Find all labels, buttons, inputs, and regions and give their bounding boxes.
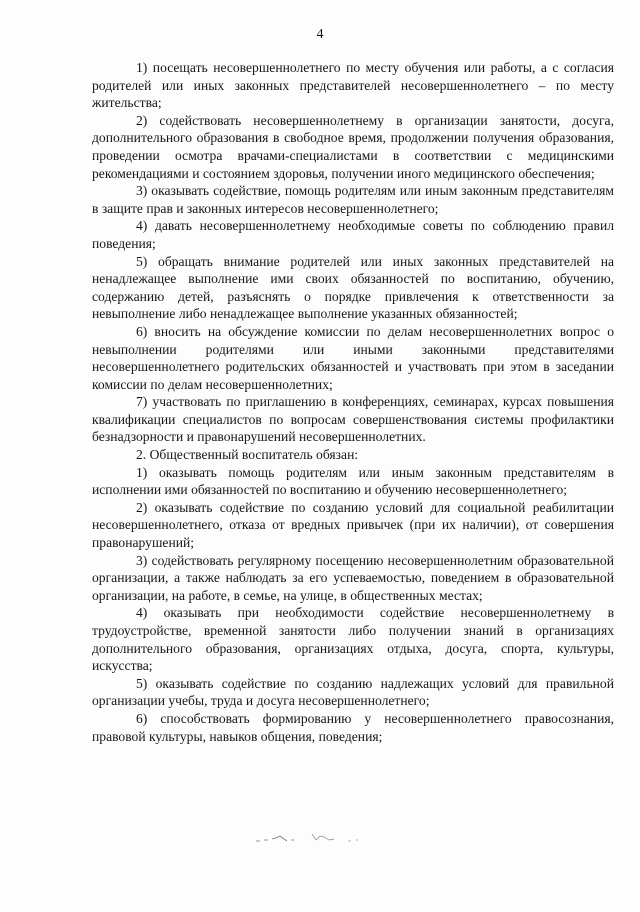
paragraph-duty-2: 2) содействовать несовершеннолетнему в организации занятости, досуга, дополнительного образования в свободное время, продолжении получения образования, проведении осмотра врачами-специалистами в соответствии с медицинскими рекомендациями и состоянием здоровья, получении иного медицинского обеспечения; — [92, 112, 614, 181]
section-heading-obligations: 2. Общественный воспитатель обязан: — [136, 447, 359, 463]
paragraph-duty-5: 5) обращать внимание родителей или иных законных представителей на ненадлежащее выполнение ими своих обязанностей по воспитанию, обучению, содержанию детей, разъяснять о порядке привлечения к ответственности за невыполнение либо ненадлежащее выполнение указанных обязанностей; — [92, 253, 614, 322]
paragraph-duty-3: 3) оказывать содействие, помощь родителям или иным законным представителям в защите прав и законных интересов несовершеннолетнего; — [92, 183, 614, 216]
paragraph-obligation-2: 2) оказывать содействие по созданию условий для социальной реабилитации несовершеннолетнего, отказа от вредных привычек (при их наличии), от совершения правонарушений; — [92, 499, 614, 551]
paragraph-obligation-1: 1) оказывать помощь родителям или иным законным представителям в исполнении ими обязанностей по воспитанию и обучению несовершеннолетнего; — [92, 464, 614, 498]
scan-artifact-marks — [250, 826, 400, 848]
paragraph-obligation-6: 6) способствовать формированию у несовершеннолетнего правосознания, правовой культуры, навыков общения, поведения; — [92, 710, 614, 744]
paragraph-duty-1: 1) посещать несовершеннолетнего по месту обучения или работы, а с согласия родителей или иных законных представителей несовершеннолетнего – по месту жительства; — [92, 60, 614, 111]
paragraph-duty-4: 4) давать несовершеннолетнему необходимые советы по соблюдению правил поведения; — [92, 218, 614, 251]
paragraph-obligation-5: 5) оказывать содействие по созданию надлежащих условий для правильной организации учебы, труда и досуга несовершеннолетнего; — [92, 675, 614, 709]
paragraph-obligation-3: 3) содействовать регулярному посещению несовершеннолетним образовательной организации, а также наблюдать за его успеваемостью, поведением в образовательной организации, на работе, в семье, на улице, в общественных местах; — [92, 552, 614, 603]
paragraph-obligation-4: 4) оказывать при необходимости содействие несовершеннолетнему в трудоустройстве, временной занятости либо получении знаний в организациях дополнительного образования, организациях отдыха, досуга, спорта, культуры, искусства; — [92, 605, 614, 674]
document-body — [92, 59, 614, 745]
page-number: 4 — [316, 27, 324, 42]
paragraph-duty-7: 7) участвовать по приглашению в конференциях, семинарах, курсах повышения квалификации специалистов по вопросам совершенствования системы профилактики безнадзорности и правонарушений несовершеннолетних. — [92, 394, 614, 445]
paragraph-duty-6: 6) вносить на обсуждение комиссии по делам несовершеннолетних вопрос о невыполнении родителями или иными законными представителями несовершеннолетнего родительских обязанностей и участвовать при этом в заседании комиссии по делам несовершеннолетних; — [92, 323, 614, 392]
